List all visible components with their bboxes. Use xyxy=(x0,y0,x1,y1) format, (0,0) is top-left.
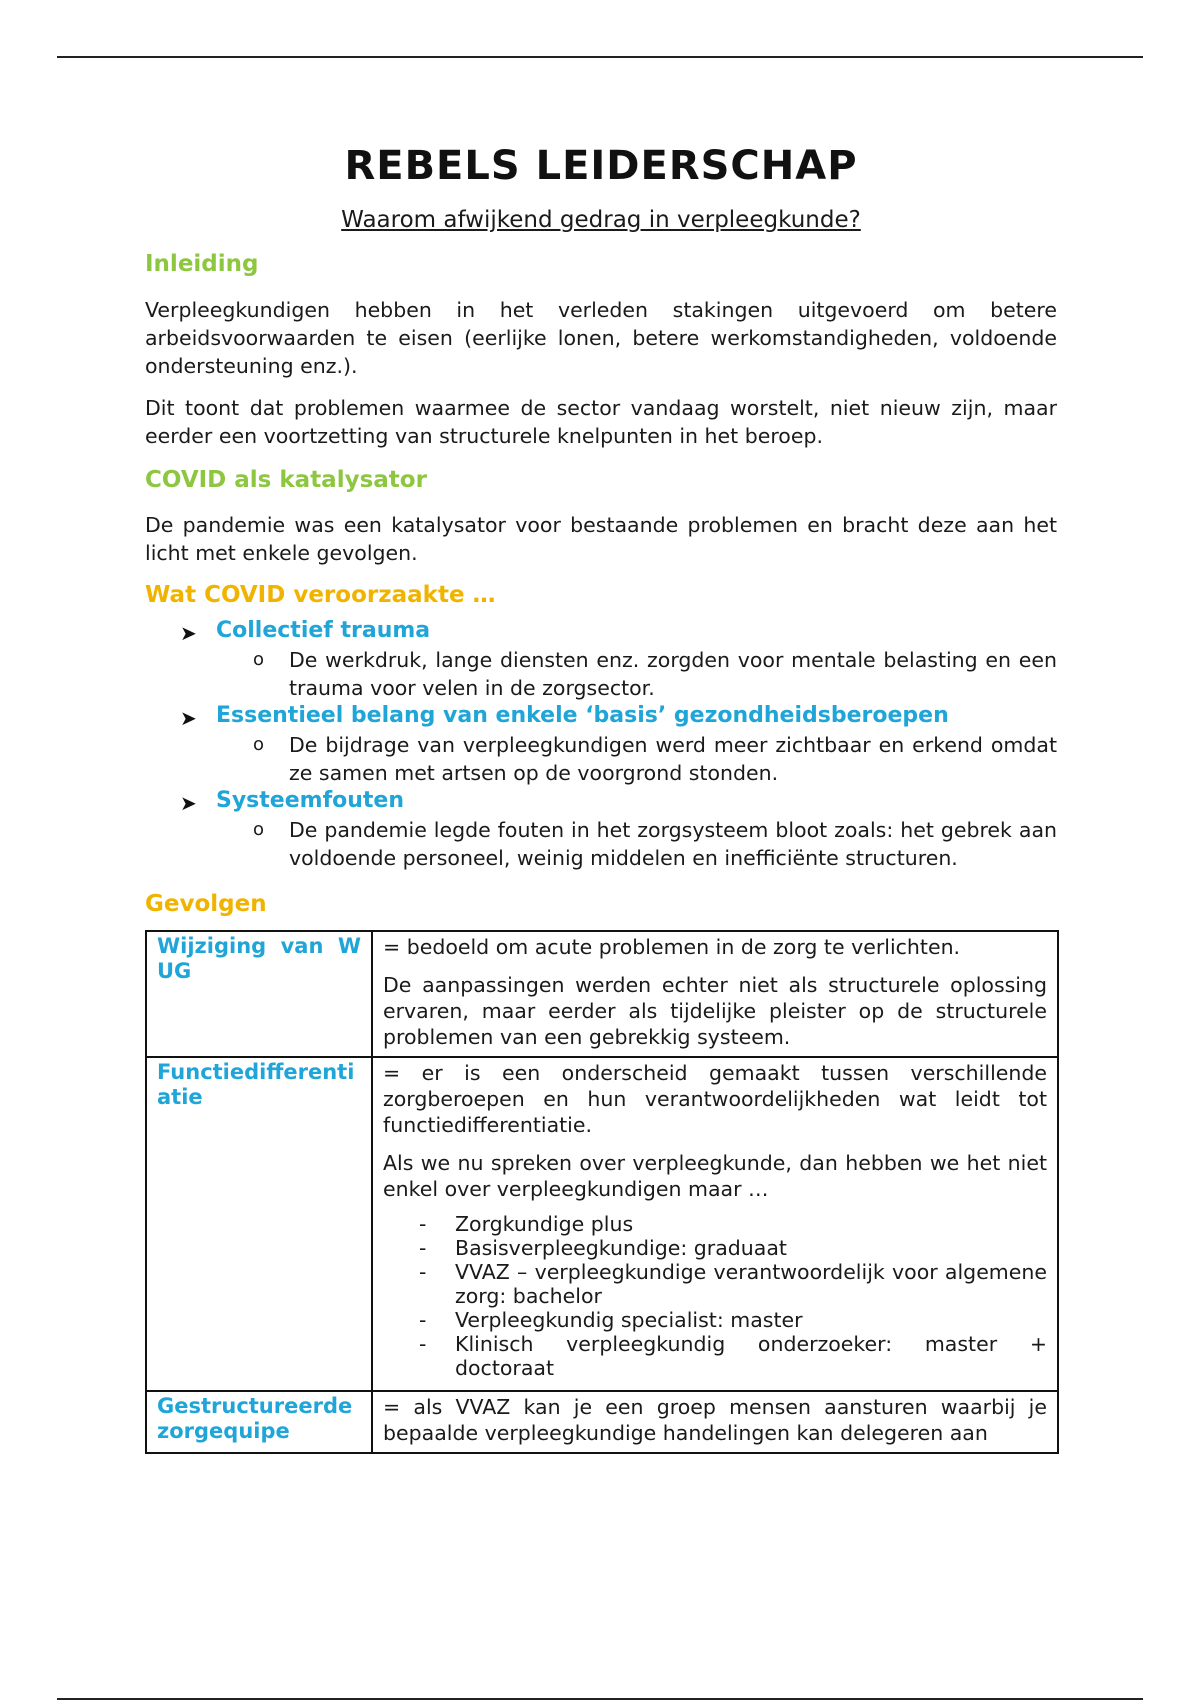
list-item xyxy=(145,787,1057,872)
sub-item-text: De bijdrage van verpleegkundigen werd meer zichtbaar en erkend omdat ze samen met artsen op de voorgrond stonden. xyxy=(289,733,1057,785)
list-item xyxy=(145,617,1057,702)
dash-icon: - xyxy=(419,1308,427,1332)
list-item: - VVAZ – verpleegkundige verantwoordelijk voor algemene zorg: bachelor xyxy=(419,1260,1047,1308)
sub-item xyxy=(216,731,1057,787)
row-paragraph: De aanpassingen werden echter niet als structurele oplossing ervaren, maar eerder als tijdelijke pleister op de structurele problemen van een gebrekkig systeem. xyxy=(383,973,1047,1049)
inleiding-paragraph-2: Dit toont dat problemen waarmee de sector vandaag worstelt, niet nieuw zijn, maar eerder een voortzetting van structurele knelpunten in het beroep. xyxy=(145,396,1057,448)
sub-item xyxy=(216,646,1057,702)
row-paragraph: = er is een onderscheid gemaakt tussen verschillende zorgberoepen en hun verantwoordelijkheden wat leidt tot functiedifferentiatie. xyxy=(383,1061,1047,1137)
circle-o-icon: o xyxy=(253,649,265,670)
heading-gevolgen: Gevolgen xyxy=(145,891,267,917)
list-item-title: Systeemfouten xyxy=(216,788,405,813)
list-item: - Zorgkundige plus xyxy=(419,1212,634,1236)
row-label: Gestructureerde zorgequipe xyxy=(146,1391,372,1453)
dash-icon: - xyxy=(419,1236,427,1260)
sub-item-text: De werkdruk, lange diensten enz. zorgden voor mentale belasting en een trauma voor velen in de zorgsector. xyxy=(289,648,1057,700)
list-item: - Klinisch verpleegkundig onderzoeker: master + doctoraat xyxy=(419,1332,1047,1380)
list-item-title: Essentieel belang van enkele ‘basis’ gezondheidsberoepen xyxy=(216,703,949,728)
page-title: REBELS LEIDERSCHAP xyxy=(344,143,858,189)
row-content xyxy=(372,931,1058,1057)
table-row xyxy=(146,931,1058,1057)
covid-paragraph: De pandemie was een katalysator voor bestaande problemen en bracht deze aan het licht met enkele gevolgen. xyxy=(145,513,1057,565)
sub-item-text: De pandemie legde fouten in het zorgsysteem bloot zoals: het gebrek aan voldoende personeel, weinig middelen en inefficiënte structuren. xyxy=(289,818,1057,870)
page-subtitle: Waarom afwijkend gedrag in verpleegkunde? xyxy=(341,207,861,233)
list-item-title: Collectief trauma xyxy=(216,618,431,643)
top-rule xyxy=(57,56,1143,58)
list-item: - Basisverpleegkundige: graduaat xyxy=(419,1236,787,1260)
sub-item xyxy=(216,816,1057,872)
arrowhead-icon: ➤ xyxy=(180,706,197,730)
row-label: Wijziging van WUG xyxy=(146,931,372,1057)
document-page xyxy=(145,138,1057,1454)
table-row xyxy=(146,1391,1058,1453)
row-paragraph: Als we nu spreken over verpleegkunde, dan hebben we het niet enkel over verpleegkundigen maar … xyxy=(383,1151,1047,1201)
heading-wat-covid: Wat COVID veroorzaakte … xyxy=(145,582,496,608)
arrowhead-icon: ➤ xyxy=(180,791,197,815)
row-paragraph: = als VVAZ kan je een groep mensen aansturen waarbij je bepaalde verpleegkundige handelingen kan delegeren aan xyxy=(383,1395,1047,1445)
circle-o-icon: o xyxy=(253,819,265,840)
circle-o-icon: o xyxy=(253,734,265,755)
heading-covid: COVID als katalysator xyxy=(145,467,427,493)
table-row xyxy=(146,1057,1058,1391)
role-list xyxy=(383,1212,1047,1380)
row-content xyxy=(372,1391,1058,1453)
dash-icon: - xyxy=(419,1260,427,1284)
heading-inleiding: Inleiding xyxy=(145,251,259,277)
gevolgen-table xyxy=(145,930,1059,1454)
dash-icon: - xyxy=(419,1212,427,1236)
row-paragraph: = bedoeld om acute problemen in de zorg te verlichten. xyxy=(383,935,961,959)
dash-icon: - xyxy=(419,1332,427,1356)
list-item xyxy=(145,702,1057,787)
covid-effects-list xyxy=(145,617,1057,872)
row-label: Functiedifferentiatie xyxy=(146,1057,372,1391)
row-content xyxy=(372,1057,1058,1391)
inleiding-paragraph-1: Verpleegkundigen hebben in het verleden stakingen uitgevoerd om betere arbeidsvoorwaarden te eisen (eerlijke lonen, betere werkomstandigheden, voldoende ondersteuning enz.). xyxy=(145,298,1057,378)
list-item: - Verpleegkundig specialist: master xyxy=(419,1308,803,1332)
arrowhead-icon: ➤ xyxy=(180,621,197,645)
